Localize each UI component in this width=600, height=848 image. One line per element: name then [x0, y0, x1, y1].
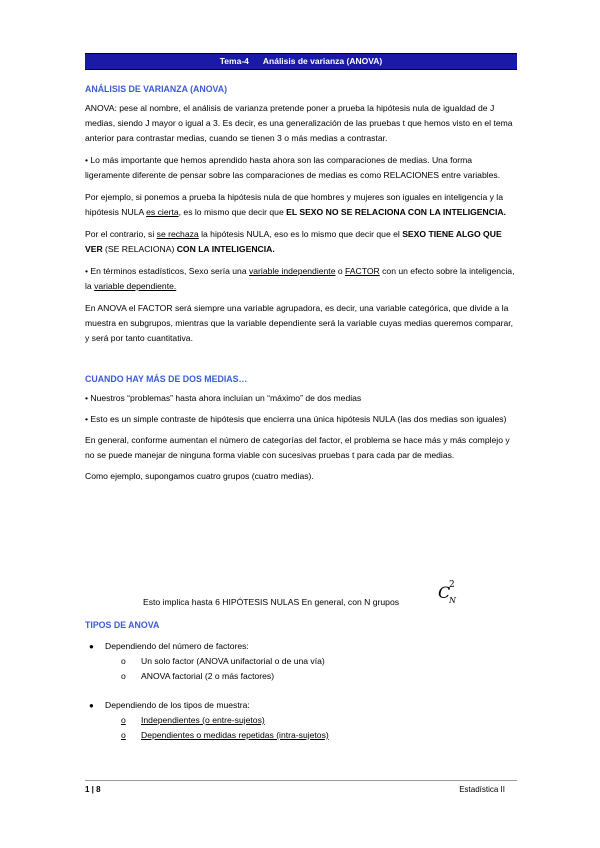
paragraph: En general, conforme aumentan el número de categorías del factor, el problema se hace más y más complejo y no se puede manejar de ninguna forma viable con sucesivas pruebas t para cada par de medias. — [85, 435, 510, 460]
page-number: 1 | 8 — [85, 785, 101, 794]
list-item: ● Dependiendo de los tipos de muestra: — [85, 698, 517, 713]
paragraph: Como ejemplo, supongamos cuatro grupos (cuatro medias). — [85, 471, 314, 481]
section-heading-anova: ANÁLISIS DE VARIANZA (ANOVA) — [85, 84, 228, 94]
section-heading-types: TIPOS DE ANOVA — [85, 620, 160, 630]
content-types — [85, 618, 517, 743]
bullet-icon: ● — [89, 642, 94, 651]
paragraph: Por el contrario, si se rechaza la hipótesis NULA, eso es lo mismo que decir que el SEXO TIENE ALGO QUE VER (SE RELACIONA) CON LA INTELIGENCIA. — [85, 229, 502, 254]
paragraph: Por ejemplo, si ponemos a prueba la hipótesis nula de que hombres y mujeres son iguales en inteligencia y la hipótesis NULA es cierta, es lo mismo que decir que EL SEXO NO SE RELACIONA CON LA INTELIGENCIA. — [85, 192, 506, 217]
list-item: ● Dependiendo del número de factores: — [85, 639, 517, 654]
paragraph: ANOVA: pese al nombre, el análisis de varianza pretende poner a prueba la hipótesis nula de igualdad de J medias, siendo J mayor o igual a 3. Es decir, es una generalización de las pruebas t que hemos visto en el tema anterior para contrastar medias, cuando se tienen 3 o más medias a contrastar. — [85, 103, 513, 143]
list-item: o Un solo factor (ANOVA unifactorial o de una vía) — [85, 654, 517, 669]
course-name: Estadística II — [459, 785, 505, 794]
circle-bullet-icon: o — [121, 730, 126, 740]
combination-formula: C 2 N — [438, 580, 456, 605]
circle-bullet-icon: o — [121, 656, 126, 666]
paragraph: • Nuestros “problemas” hasta ahora incluían un “máximo” de dos medias — [85, 393, 362, 403]
header-bar — [85, 53, 517, 70]
section-heading-more-means: CUANDO HAY MÁS DE DOS MEDIAS… — [85, 374, 248, 384]
list-item: o Dependientes o medidas repetidas (intra-sujetos) — [85, 728, 517, 743]
list-item: o ANOVA factorial (2 o más factores) — [85, 669, 517, 684]
header-tema: Tema-4 — [219, 56, 249, 66]
paragraph: En ANOVA el FACTOR será siempre una variable agrupadora, es decir, una variable categórica, que divide a la muestra en subgrupos, mientras que la variable dependiente será la variable cuyas medias queremos comparar, y será por tanto cuantitativa. — [85, 303, 514, 343]
paragraph: • Esto es un simple contraste de hipótesis que encierra una única hipótesis NULA (las dos medias son iguales) — [85, 414, 507, 424]
list-item: o Independientes (o entre-sujetos) — [85, 713, 517, 728]
footer — [85, 780, 517, 794]
circle-bullet-icon: o — [121, 671, 126, 681]
content — [85, 82, 517, 484]
bullet-icon: ● — [89, 701, 94, 710]
formula-text: Esto implica hasta 6 HIPÓTESIS NULAS En general, con N grupos — [143, 597, 400, 607]
paragraph: • En términos estadísticos, Sexo sería una variable independiente o FACTOR con un efecto sobre la inteligencia, la variable dependiente. — [85, 266, 515, 291]
header-title: Análisis de varianza (ANOVA) — [262, 56, 383, 66]
circle-bullet-icon: o — [121, 715, 126, 725]
paragraph: • Lo más importante que hemos aprendido hasta ahora son las comparaciones de medias. Una forma ligeramente diferente de pensar sobre las comparaciones de medias es como RELACIONES entre variables. — [85, 155, 501, 180]
